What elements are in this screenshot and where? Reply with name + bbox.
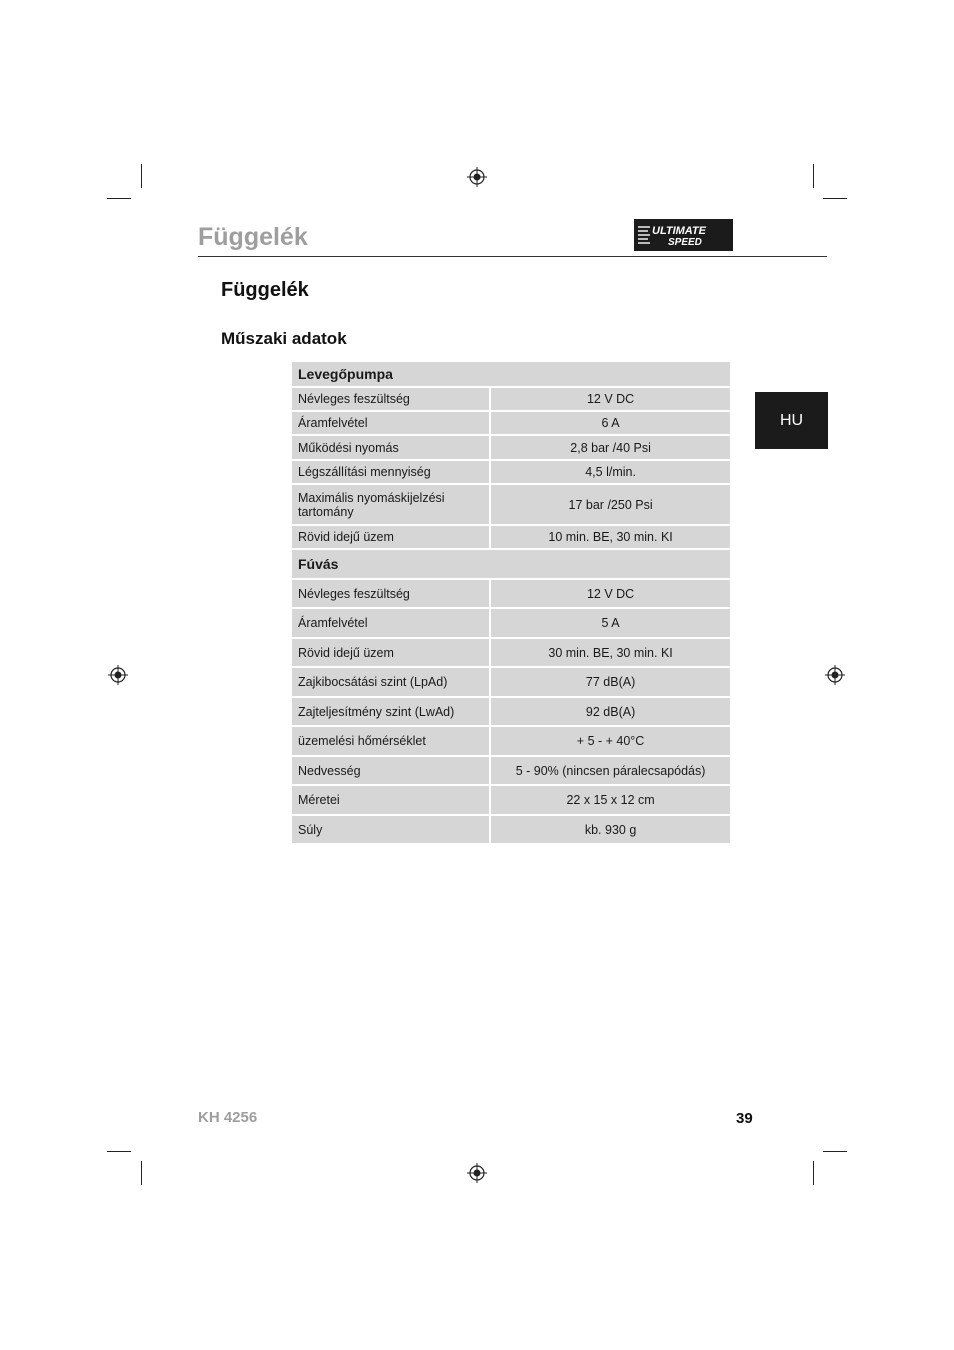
spec-value: 4,5 l/min. [490, 460, 731, 484]
section-header-cell: Fúvás [291, 549, 731, 579]
spec-label: Áramfelvétel [291, 608, 490, 638]
table-row [291, 460, 731, 484]
spec-table [290, 360, 732, 845]
table-row [291, 785, 731, 815]
spec-label: Rövid idejű üzem [291, 525, 490, 549]
table-section-header [291, 549, 731, 579]
table-row [291, 484, 731, 525]
crop-mark-icon [141, 164, 142, 188]
spec-label: Rövid idejű üzem [291, 638, 490, 667]
subsection-title: Műszaki adatok [221, 329, 347, 348]
spec-label: Áramfelvétel [291, 411, 490, 435]
table-row [291, 667, 731, 697]
table-row [291, 756, 731, 785]
spec-value: 12 V DC [490, 579, 731, 608]
crop-mark-icon [813, 164, 814, 188]
spec-value: 10 min. BE, 30 min. KI [490, 525, 731, 549]
brand-logo [634, 219, 733, 251]
spec-label: Névleges feszültség [291, 579, 490, 608]
page-number: 39 [736, 1110, 753, 1127]
footer-model-number: KH 4256 [198, 1109, 258, 1126]
spec-label: Zajkibocsátási szint (LpAd) [291, 667, 490, 697]
registration-mark-icon [467, 167, 487, 187]
spec-label: Zajteljesítmény szint (LwAd) [291, 697, 490, 726]
spec-label: Nedvesség [291, 756, 490, 785]
spec-label: Maximális nyomáskijelzési tartomány [291, 484, 490, 525]
crop-mark-icon [107, 1151, 131, 1152]
crop-mark-icon [823, 1151, 847, 1152]
language-tab-label: HU [779, 411, 804, 429]
table-row [291, 608, 731, 638]
svg-text:ULTIMATE: ULTIMATE [652, 225, 706, 237]
running-header-title: Függelék [198, 223, 308, 251]
table-row [291, 638, 731, 667]
spec-value: 2,8 bar /40 Psi [490, 435, 731, 460]
section-header-cell: Levegőpumpa [291, 361, 731, 387]
svg-text:SPEED: SPEED [668, 237, 702, 248]
crop-mark-icon [141, 1161, 142, 1185]
spec-value: 6 A [490, 411, 731, 435]
crop-mark-icon [823, 198, 847, 199]
table-row [291, 726, 731, 756]
language-tab [755, 392, 828, 449]
table-row [291, 579, 731, 608]
spec-label: Méretei [291, 785, 490, 815]
table-row [291, 435, 731, 460]
spec-value: kb. 930 g [490, 815, 731, 844]
spec-label: Működési nyomás [291, 435, 490, 460]
spec-label: üzemelési hőmérséklet [291, 726, 490, 756]
table-row [291, 815, 731, 844]
registration-mark-icon [108, 665, 128, 685]
spec-value: 92 dB(A) [490, 697, 731, 726]
table-row [291, 387, 731, 411]
registration-mark-icon [825, 665, 845, 685]
table-row [291, 525, 731, 549]
section-title: Függelék [221, 279, 309, 301]
spec-label: Légszállítási mennyiség [291, 460, 490, 484]
spec-value: 17 bar /250 Psi [490, 484, 731, 525]
header-rule [198, 256, 827, 257]
spec-label: Súly [291, 815, 490, 844]
crop-mark-icon [107, 198, 131, 199]
spec-value: 77 dB(A) [490, 667, 731, 697]
spec-value: 5 A [490, 608, 731, 638]
spec-value: + 5 - + 40°C [490, 726, 731, 756]
spec-value: 22 x 15 x 12 cm [490, 785, 731, 815]
spec-value: 12 V DC [490, 387, 731, 411]
table-section-header [291, 361, 731, 387]
spec-value: 5 - 90% (nincsen páralecsapódás) [490, 756, 731, 785]
crop-mark-icon [813, 1161, 814, 1185]
spec-label: Névleges feszültség [291, 387, 490, 411]
table-row [291, 697, 731, 726]
table-row [291, 411, 731, 435]
registration-mark-icon [467, 1163, 487, 1183]
spec-value: 30 min. BE, 30 min. KI [490, 638, 731, 667]
